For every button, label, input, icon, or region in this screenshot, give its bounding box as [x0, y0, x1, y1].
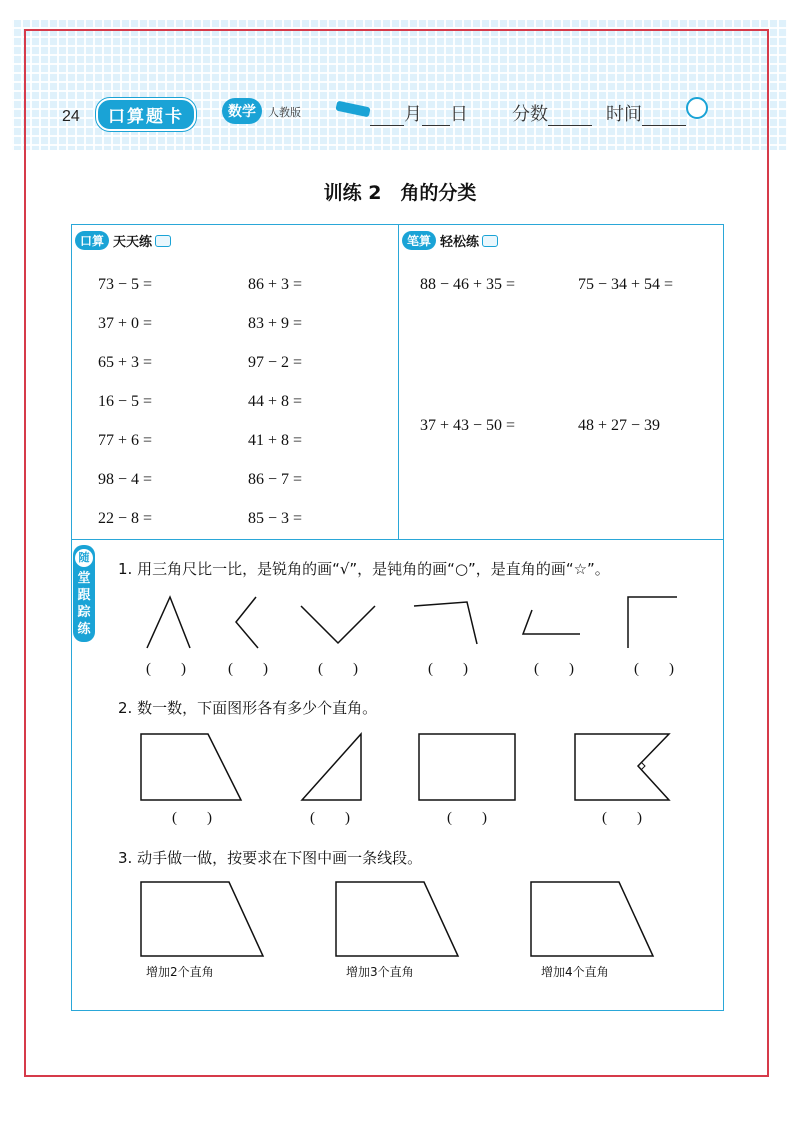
day-label: 日 [450, 104, 468, 125]
written-problem: 88 − 46 + 35 = [420, 276, 516, 293]
obtuse-angle-figure [301, 606, 375, 643]
trapezoid-figure [141, 882, 263, 956]
time-label: 时间 [606, 104, 642, 125]
classroom-tag-char: 跟 [77, 588, 91, 603]
oral-equation: 73 − 5 = [98, 276, 153, 293]
written-problem: 37 + 43 − 50 = [420, 417, 516, 434]
oral-equation: 98 − 4 = [98, 471, 153, 488]
shape-caption: 增加2个直角 [146, 965, 214, 979]
acute-angle-figure [147, 597, 190, 648]
right-angle-mark [641, 762, 645, 770]
answer-blank[interactable]: ( ) [447, 810, 487, 826]
trapezoid-figure [531, 882, 653, 956]
edition-label: 人教版 [268, 106, 301, 119]
oral-equation: 44 + 8 = [248, 393, 303, 410]
written-problem: 48 + 27 − 39 [578, 417, 661, 434]
brand-logo: 口算题卡 [96, 98, 196, 131]
shape-caption: 增加4个直角 [541, 965, 609, 979]
obtuse-angle-figure [414, 602, 477, 644]
page-number: 24 [62, 108, 80, 125]
oral-equation: 85 − 3 = [248, 510, 303, 527]
month-label: 月 [404, 104, 422, 125]
oral-equation: 65 + 3 = [98, 354, 153, 371]
shape-caption: 增加3个直角 [346, 965, 414, 979]
oral-tag-text: 天天练 [113, 235, 153, 250]
oral-equation: 37 + 0 = [98, 315, 153, 332]
acute-angle-figure [236, 597, 258, 648]
oral-equation: 86 + 3 = [248, 276, 303, 293]
written-tag-text: 轻松练 [440, 235, 480, 250]
score-label: 分数 [512, 104, 548, 125]
classroom-tag-char: 踪 [77, 605, 91, 620]
written-tag-badge: 笔算 [402, 231, 436, 250]
oral-equation: 41 + 8 = [248, 432, 303, 449]
answer-blank[interactable]: ( ) [146, 661, 186, 677]
oral-equation: 16 − 5 = [98, 393, 153, 410]
page-title: 训练 2 角的分类 [323, 182, 477, 204]
oral-equation: 86 − 7 = [248, 471, 303, 488]
answer-blank[interactable]: ( ) [428, 661, 468, 677]
classroom-tag-char: 练 [77, 622, 91, 637]
triangle-figure [302, 734, 361, 800]
oral-equation: 83 + 9 = [248, 315, 303, 332]
written-problem: 75 − 34 + 54 = [578, 276, 674, 293]
acute-angle-figure [523, 610, 580, 634]
subject-badge: 数学 [222, 98, 262, 124]
flag-figure [575, 734, 669, 800]
trapezoid-figure [336, 882, 458, 956]
oral-equation: 77 + 6 = [98, 432, 153, 449]
question-3: 3. 动手做一做，按要求在下图中画一条线段。 [118, 849, 423, 867]
trapezoid-figure [141, 734, 241, 800]
question-2: 2. 数一数，下面图形各有多少个直角。 [118, 699, 378, 717]
rectangle-figure [419, 734, 515, 800]
answer-blank[interactable]: ( ) [318, 661, 358, 677]
oral-equation: 97 − 2 = [248, 354, 303, 371]
classroom-tag-char: 堂 [77, 571, 91, 586]
answer-blank[interactable]: ( ) [172, 810, 212, 826]
answer-blank[interactable]: ( ) [228, 661, 268, 677]
oral-tag-badge: 口算 [75, 231, 109, 250]
right-angle-figure [628, 597, 677, 648]
answer-blank[interactable]: ( ) [534, 661, 574, 677]
answer-blank[interactable]: ( ) [634, 661, 674, 677]
oral-equation: 22 − 8 = [98, 510, 153, 527]
answer-blank[interactable]: ( ) [602, 810, 642, 826]
question-1: 1. 用三角尺比一比，是锐角的画“√”，是钝角的画“○”，是直角的画“☆”。 [118, 560, 610, 578]
classroom-tag-top: 随 [75, 549, 93, 567]
answer-blank[interactable]: ( ) [310, 810, 350, 826]
